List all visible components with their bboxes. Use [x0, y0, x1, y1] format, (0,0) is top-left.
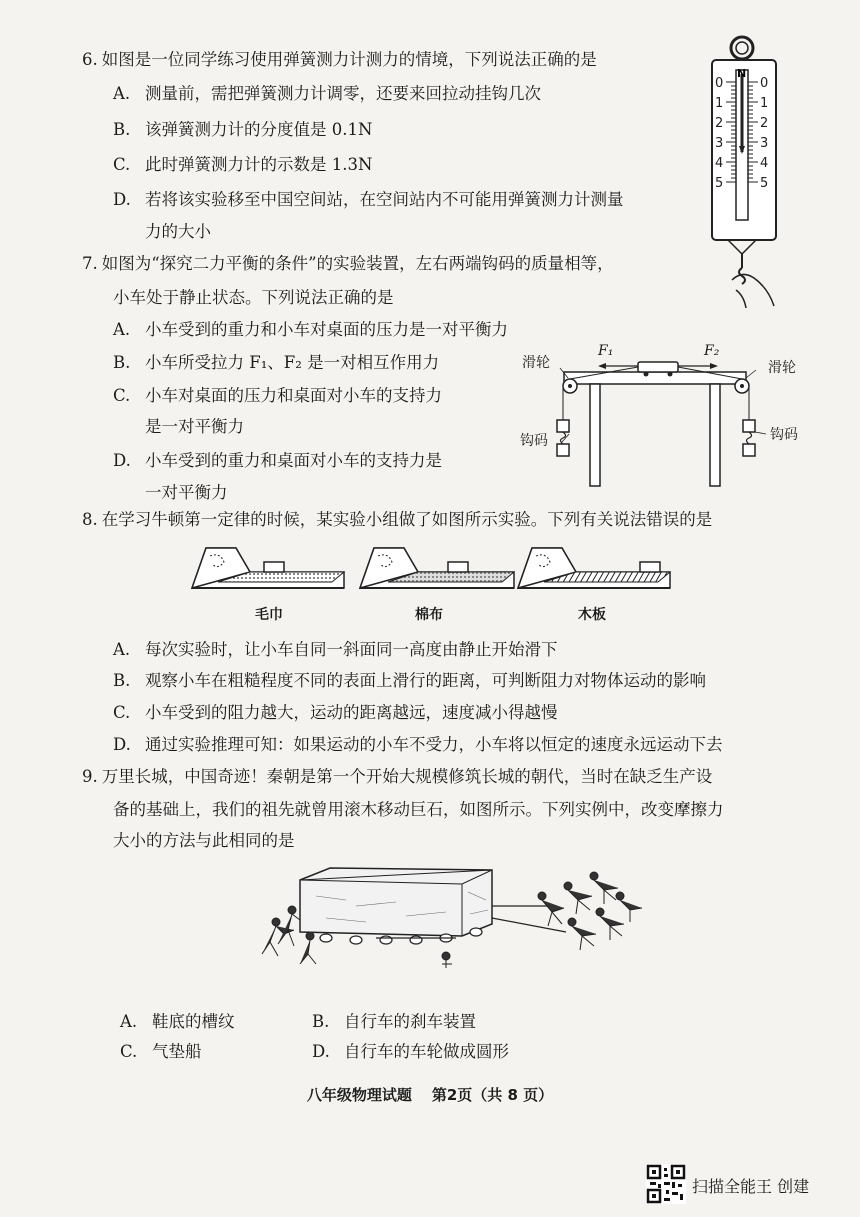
q8-option-d: D. 通过实验推理可知：如果运动的小车不受力，小车将以恒定的速度永远运动下去 [113, 735, 723, 754]
question-number: 6. [82, 50, 98, 69]
q9-option-b: B. 自行车的刹车装置 [312, 1012, 476, 1031]
scale-right-label: 0 [760, 76, 769, 91]
scale-left-label: 2 [715, 116, 724, 131]
question-7-stem [82, 254, 614, 274]
footer-page-number: 第2页（共 8 页） [431, 1086, 554, 1104]
q7-option-d: D. 小车受到的重力和桌面对小车的支持力是 [113, 451, 442, 470]
force-label-f1: F₁ [598, 343, 614, 359]
scale-left-label: 3 [715, 136, 724, 151]
q6-option-b: B. 该弹簧测力计的分度值是 0.1N [113, 120, 373, 139]
surface-label-cloth: 棉布 [415, 607, 443, 623]
q9-stem-continuation-1: 备的基础上，我们的祖先就曾用滚木移动巨石，如图所示。下列实例中，改变摩擦力 [113, 800, 724, 819]
question-text: 在学习牛顿第一定律的时候，某实验小组做了如图所示实验。下列有关说法错误的是 [101, 510, 713, 529]
scale-right-label: 5 [760, 176, 769, 191]
q8-option-b: B. 观察小车在粗糙程度不同的表面上滑行的距离，可判断阻力对物体运动的影响 [113, 671, 706, 690]
scale-left-label: 0 [715, 76, 724, 91]
q9-option-c: C. 气垫船 [120, 1042, 202, 1061]
q7-option-d-continuation: 一对平衡力 [145, 483, 228, 502]
q7-option-c-continuation: 是一对平衡力 [145, 417, 244, 436]
incline-surfaces-figure [192, 544, 672, 604]
q6-option-a: A. 测量前，需把弹簧测力计调零，还要来回拉动挂钩几次 [113, 84, 541, 103]
question-number: 9. [82, 767, 98, 786]
q7-option-c: C. 小车对桌面的压力和桌面对小车的支持力 [113, 386, 442, 405]
q7-option-b: B. 小车所受拉力 F₁、F₂ 是一对相互作用力 [113, 353, 440, 372]
footer-subject: 八年级物理试题 [306, 1086, 412, 1104]
q7-stem-continuation: 小车处于静止状态。下列说法正确的是 [113, 288, 394, 307]
spring-scale-figure [706, 34, 806, 310]
scale-top-mark: N [737, 67, 747, 80]
question-text: 如图是一位同学练习使用弹簧测力计测力的情境，下列说法正确的是 [101, 50, 597, 69]
q8-option-a: A. 每次实验时，让小车自同一斜面同一高度由静止开始滑下 [113, 640, 558, 659]
question-number: 7. [82, 254, 98, 273]
scale-right-label: 4 [760, 156, 769, 171]
q6-option-c: C. 此时弹簧测力计的示数是 1.3N [113, 155, 373, 174]
q9-option-d: D. 自行车的车轮做成圆形 [312, 1042, 509, 1061]
q6-option-d: D. 若将该实验移至中国空间站，在空间站内不可能用弹簧测力计测量 [113, 190, 624, 209]
qr-code-icon [646, 1164, 686, 1204]
q7-option-a: A. 小车受到的重力和小车对桌面的压力是一对平衡力 [113, 320, 508, 339]
question-9-stem [82, 767, 712, 787]
weight-label-left: 钩码 [520, 433, 548, 449]
scale-right-label: 3 [760, 136, 769, 151]
scale-left-label: 5 [715, 176, 724, 191]
q6-option-d-continuation: 力的大小 [145, 222, 211, 241]
q8-option-c: C. 小车受到的阻力越大，运动的距离越远，速度减小得越慢 [113, 703, 558, 722]
incline-cloth [360, 548, 514, 588]
q9-stem-continuation-2: 大小的方法与此相同的是 [113, 831, 295, 850]
weight-label-right: 钩码 [770, 427, 798, 443]
scale-right-label: 1 [760, 96, 769, 111]
question-6-stem [82, 50, 597, 70]
scale-left-label: 1 [715, 96, 724, 111]
incline-towel [192, 548, 344, 588]
question-number: 8. [82, 510, 98, 529]
pulley-label-left: 滑轮 [522, 355, 550, 371]
incline-board [518, 548, 670, 588]
scale-right-label: 2 [760, 116, 769, 131]
q9-option-a: A. 鞋底的槽纹 [120, 1012, 235, 1031]
pulley-label-right: 滑轮 [768, 360, 796, 376]
surface-label-board: 木板 [578, 607, 606, 623]
question-8-stem [82, 510, 712, 530]
surface-label-towel: 毛巾 [255, 607, 283, 623]
scanner-brand-text: 扫描全能王 创建 [692, 1177, 810, 1196]
page-footer [0, 1084, 860, 1105]
rolling-logs-figure [256, 866, 646, 970]
scale-left-label: 4 [715, 156, 724, 171]
question-text: 如图为“探究二力平衡的条件”的实验装置，左右两端钩码的质量相等， [101, 254, 614, 273]
force-label-f2: F₂ [704, 343, 720, 359]
question-text: 万里长城，中国奇迹！秦朝是第一个开始大规模修筑长城的朝代，当时在缺乏生产设 [101, 767, 713, 786]
